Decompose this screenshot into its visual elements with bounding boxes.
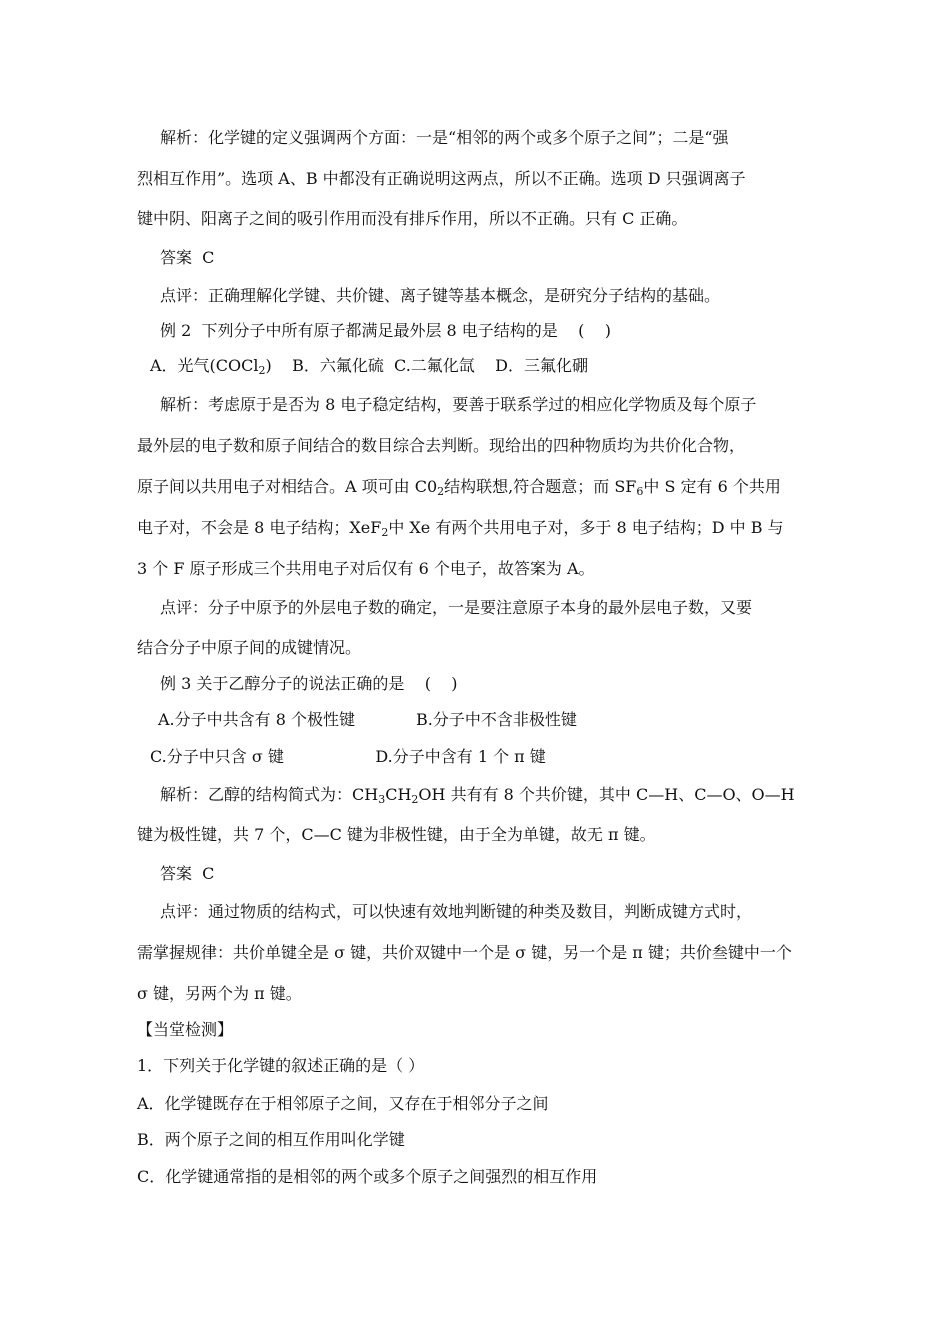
example-3-options-cd: C.分子中只含 σ 键 D.分子中含有 1 个 π 键 [150, 747, 546, 766]
comment-paragraph-2-line-2: 结合分子中原子间的成键情况。 [137, 638, 362, 657]
analysis-paragraph-2-line-3: 原子间以共用电子对相结合。A 项可由 $C0_2$结构联想,符合题意；而 $SF_6$中 S 定有 6 个共用 [137, 477, 781, 498]
analysis-paragraph-1-line-2: 烈相互作用”。选项 A、B 中都没有正确说明这两点，所以不正确。选项 D 只强调离子 [137, 169, 746, 188]
comment-paragraph-3-line-3: σ 键，另两个为 π 键。 [137, 984, 302, 1003]
analysis-paragraph-1-line-3: 键中阴、阳离子之间的吸引作用而没有排斥作用，所以不正确。只有 C 正确。 [137, 209, 688, 228]
comment-paragraph-3: 点评：通过物质的结构式，可以快速有效地判断键的种类及数目，判断成键方式时， [160, 902, 753, 921]
example-3-options-ab: A.分子中共含有 8 个极性键 B.分子中不含非极性键 [158, 710, 577, 729]
comment-paragraph-3-line-2: 需掌握规律：共价单键全是 σ 键，共价双键中一个是 σ 键，另一个是 π 键；共价叁键中一个 [137, 943, 792, 962]
analysis-paragraph-2-line-4: 电子对，不会是 8 电子结构；XeF$_2$中 Xe 有两个共用电子对，多于 8 电子结构；D 中 B 与 [137, 518, 784, 539]
quiz-option-b: B．两个原子之间的相互作用叫化学键 [137, 1130, 405, 1149]
quiz-option-c: C．化学键通常指的是相邻的两个或多个原子之间强烈的相互作用 [137, 1167, 598, 1186]
quiz-question-1: 1．下列关于化学键的叙述正确的是（ ） [137, 1056, 425, 1075]
answer-line: 答案 C [160, 248, 215, 267]
analysis-paragraph-2: 解析：考虑原于是否为 8 电子稳定结构，要善于联系学过的相应化学物质及每个原子 [160, 395, 757, 414]
analysis-paragraph-2-line-5: 3 个 F 原子形成三个共用电子对后仅有 6 个电子，故答案为 A。 [137, 559, 595, 578]
example-2-options: A．光气(COCl$_2$) B．六氟化硫 C.二氟化氙 D．三氟化硼 [150, 356, 588, 377]
comment-paragraph-1: 点评：正确理解化学键、共价键、离子键等基本概念，是研究分子结构的基础。 [160, 286, 721, 305]
example-3-question: 例 3 关于乙醇分子的说法正确的是 ( ) [160, 674, 458, 693]
answer-line-2: 答案 C [160, 864, 215, 883]
comment-paragraph-2: 点评：分子中原予的外层电子数的确定，一是要注意原子本身的最外层电子数，又要 [160, 598, 753, 617]
analysis-paragraph-3: 解析：乙醇的结构简式为：$CH_3CH_2OH$ 共有有 8 个共价键，其中 C—H、C—O、O—H [160, 785, 795, 806]
quiz-option-a: A．化学键既存在于相邻原子之间，又存在于相邻分子之间 [137, 1094, 549, 1113]
analysis-paragraph-3-line-2: 键为极性键，共 7 个，C—C 键为非极性键，由于全为单键，故无 π 键。 [137, 825, 656, 844]
analysis-paragraph-2-line-2: 最外层的电子数和原子间结合的数目综合去判断。现给出的四种物质均为共价化合物， [137, 436, 746, 455]
section-heading: 【当堂检测】 [137, 1020, 234, 1039]
analysis-paragraph-1: 解析：化学键的定义强调两个方面：一是“相邻的两个或多个原子之间”；二是“强 [160, 128, 729, 147]
example-2-question: 例 2 下列分子中所有原子都满足最外层 8 电子结构的是 ( ) [160, 321, 611, 340]
